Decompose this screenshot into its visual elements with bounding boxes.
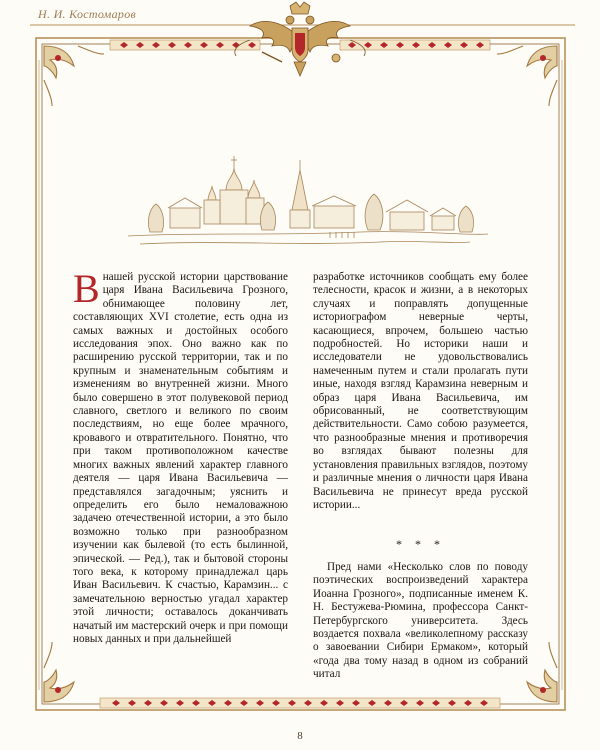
double-headed-eagle-icon xyxy=(235,2,365,76)
drop-cap-letter: В xyxy=(73,266,100,311)
corner-ornament-top-left xyxy=(44,46,104,106)
page-number: 8 xyxy=(297,730,303,742)
right-text-column xyxy=(313,271,528,512)
right-text-column-second xyxy=(313,561,528,682)
left-text-column xyxy=(73,266,288,646)
corner-ornament-top-right xyxy=(497,46,557,106)
section-separator: * * * xyxy=(396,537,445,551)
right-paragraph-second: Пред нами «Несколько слов по поводу поэтических воспроизведений характера Иоанна Грозного», подписанные именем К. Н. Бестужева-Рюмина, профессора Санкт-Петербургского университета. Здесь воздается похвала «великолепному рассказу о завоевании Сибири Ермаком», который «года два тому назад в одном из собраний читал xyxy=(313,561,528,681)
corner-ornament-bottom-right xyxy=(527,642,557,702)
town-sketch-illustration xyxy=(128,156,488,244)
corner-ornament-bottom-left xyxy=(44,642,74,702)
left-paragraph xyxy=(73,266,288,646)
right-paragraph: разработке источников сообщать ему более телесности, красок и жизни, а в некоторых случаях и поправлять допущенные историографом неверные черты, касающиеся, впрочем, большею частью подробностей. Но историки наши и исследователи не удовольствовались намеченным путем и стали пролагать пути иные, находя взгляд Карамзина неверным и образ царя Ивана Васильевича, им обрисованный, не соответствующим действительности. Само собою разумеется, что разнообразные мнения и противоречия во взглядах бывают полезны для установления правильных взглядов, поэтому и различные мнения о личности царя Ивана Васильевича не принесут вреда русской истории... xyxy=(313,271,528,511)
left-paragraph-text: нашей русской истории царствование царя Ивана Васильевича Грозного, обнимающее половину лет, составляющих XVI столетие, есть одна из самых важных и достойных особого исследования эпох. Оно важно как по расширению русской территории, так и по крупным и знаменательным событиям и изменениям во внутренней жизни. Много было совершено в этот полувековой период славного, светлого и великого по своим последствиям, но еще более мрачного, кровавого и отвратительного. Понятно, что при таком противоположном качестве многих важных явлений характер главного деятеля — царя Ивана Васильевича — представлялся загадочным; уяснить и определить его было немаловажною задачею отечественной истории, а это было возможно только при разнообразном изучении как былевой (то есть былинной, эпической. — Ред.), так и бытовой стороны того века, к которому принадлежал царь Иван Васильевич. К счастью, Карамзин... с замечательною верностью угадал характер этой личности; оставалось доканчивать начатый им мастерский очерк и при помощи новых данных и при дальнейшей xyxy=(73,271,288,645)
running-header-author: Н. И. Костомаров xyxy=(38,7,137,21)
